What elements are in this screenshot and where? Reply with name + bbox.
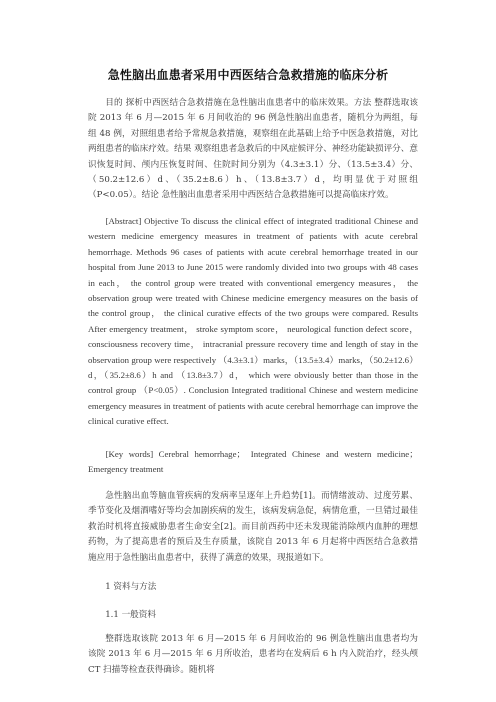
general-info-paragraph: 整群选取该院 2013 年 6 月—2015 年 6 月间收治的 96 例急性脑出血患者均为该院 2013 年 6 月—2015 年 6 月所收治，患者均在发病后 6 h 内入院治疗，经头颅 CT 扫描等检查获得确诊。随机将 — [88, 634, 418, 675]
subsection-heading-general-info: 1.1 一般资料 — [105, 610, 156, 620]
paper-title: 急性脑出血患者采用中西医结合急救措施的临床分析 — [107, 68, 389, 82]
introduction-paragraph: 急性脑出血等脑血管疾病的发病率呈逐年上升趋势[1]。而情绪波动、过度劳累、季节变化及烟酒嗜好等均会加剧疾病的发生，该病发病急促，病情危重，一旦错过最佳救治时机将直接威胁患者生命安全[2]。而目前西药中还未发现能消除颅内血肿的理想药物，为了提高患者的预后及生存质量，该院自 2013 年 6 月起将中西医结合急救措施应用于急性脑出血患者中，获得了满意的效果，现报道如下。 — [88, 491, 418, 563]
section-heading-materials-methods: 1 资料与方法 — [105, 582, 157, 592]
keywords: [Key words] Cerebral hemorrhage； Integrated Chinese and western medicine； Emergency treatment — [88, 449, 418, 475]
abstract-chinese: 目的 探析中西医结合急救措施在急性脑出血患者中的临床效果。方法 整群选取该院 2013 年 6 月—2015 年 6 月间收治的 96 例急性脑出血患者，随机分为两组，每组 48 例，对照组患者给予常规急救措施，观察组在此基础上给予中医急救措施，对比两组患者的临床疗效。结果 观察组患者急救后的中风症候评分、神经功能缺损评分、意识恢复时间、颅内压恢复时间、住院时间分别为（4.3±3.1）分、（13.5±3.4）分、（50.2±12.6）d、（35.2±8.6）h、（13.8±3.7）d，均明显优于对照组（P<0.05）。结论 急性脑出血患者采用中西医结合急救措施可以提高临床疗效。 — [88, 98, 418, 201]
abstract-english: [Abstract] Objective To discuss the clinical effect of integrated traditional Chinese and western medicine emergency measures in treatment of patients with acute cerebral hemorrhage. Methods 96 cases of patients with acute cerebral hemorrhage treated in our hospital from June 2013 to June 2015 were randomly divided into two groups with 48 cases in each， the control group were treated with conventional emergency measures， the observation group were treated with Chinese medicine emergency measures on the basis of the control group， the clinical curative effects of the two groups were compared. Results After emergency treatment， stroke symptom score， neurological function defect score， consciousness recovery time， intracranial pressure recovery time and length of stay in the observation group were respectively （4.3±3.1）marks，（13.5±3.4）marks，（50.2±12.6）d，（35.2±8.6）h and （13.8±3.7）d， which were obviously better than those in the control group （P<0.05）. Conclusion Integrated traditional Chinese and western medicine emergency measures in treatment of patients with acute cerebral hemorrhage can improve the clinical curative effect. — [88, 216, 418, 427]
